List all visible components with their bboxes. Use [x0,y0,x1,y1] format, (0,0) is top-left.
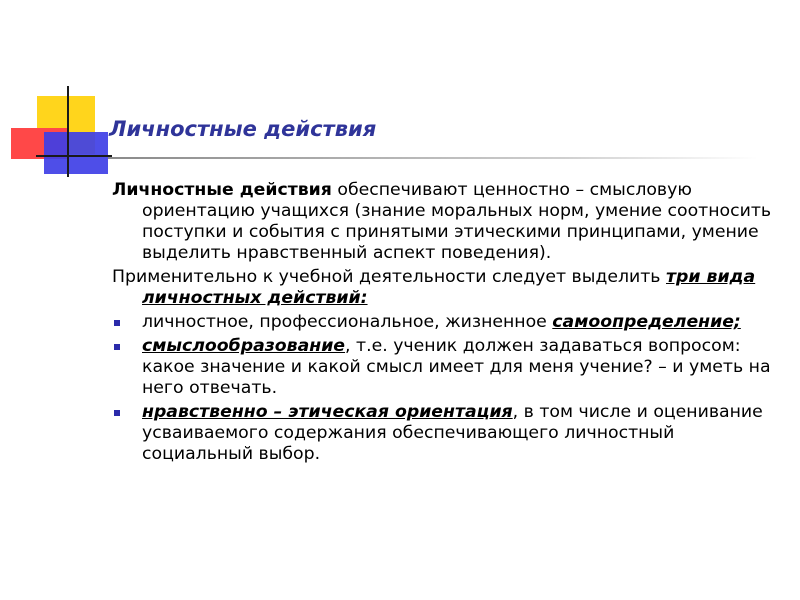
bullet-emphasis: нравственно – этическая ориентация [142,402,513,422]
slide-body [112,180,772,468]
list-item-moral-orientation [112,402,772,465]
decor-horizontal-line [36,155,112,157]
list-item-self-determination [112,312,772,333]
bullet-emphasis: смыслообразование [142,336,346,356]
slide-title: Личностные действия [109,117,377,141]
definition-term: Личностные действия [112,180,332,200]
bullet-tail: , в том числе и оценивание усваиваемого содержания обеспечивающего личностный социальный выбор. [142,402,763,464]
bullet-lead: личностное, профессиональное, жизненное [142,312,553,332]
bullet-square-icon [114,320,120,326]
intro-text: Применительно к учебной деятельности следует выделить [112,267,666,287]
title-divider [108,157,758,159]
paragraph-definition [112,180,772,264]
definition-text: обеспечивают ценностно – смысловую ориентацию учащихся (знание моральных норм, умение соотносить поступки и события с принятыми этическими принципами, умение выделить нравственный аспект поведения). [142,180,772,263]
bullet-square-icon [114,344,120,350]
list-item-meaning-formation [112,336,772,399]
paragraph-intro [112,267,772,309]
decor-blue-square [44,132,108,174]
intro-emphasis: три вида личностных действий: [142,267,756,308]
bullet-emphasis: самоопределение; [552,312,741,332]
bullet-tail: , т.е. ученик должен задаваться вопросом: какое значение и какой смысл имеет для меня учение? – и уметь на него отвечать. [142,336,771,398]
bullet-square-icon [114,410,120,416]
decor-vertical-line [67,86,69,177]
